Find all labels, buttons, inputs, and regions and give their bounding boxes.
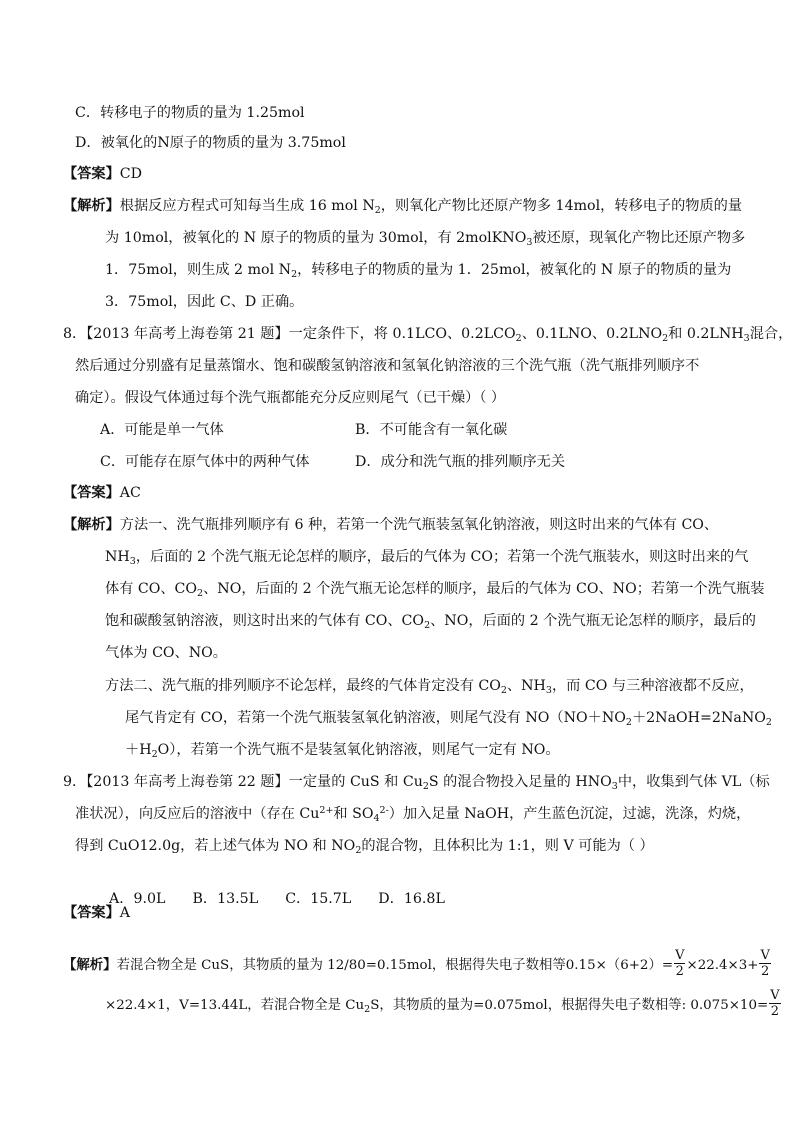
q7-analysis-line-4: 3．75mol，因此 C、D 正确。 <box>105 294 304 310</box>
q9-options: A．9.0L B．13.5L C．15.7L D．16.8L <box>109 891 445 907</box>
q8-analysis-line-4: 饱和碳酸氢钠溶液，则这时出来的气体有 CO、$CO_2$、NO，后面的 2 个洗气瓶无论怎样的顺序，最后的 <box>105 613 756 631</box>
q8-method2-line-3: $+H_2O$），若第一个洗气瓶不是装氢氧化钠溶液，则尾气一定有 NO。 <box>125 742 560 760</box>
answer-value: A <box>119 905 131 921</box>
q7-analysis-line-3: 1．75mol，则生成 2 mol $N_2$，转移电子的物质的量为 1．25mol，被氧化的 N 原子的物质的量为 <box>105 262 732 280</box>
analysis-label: 【解析】 <box>63 517 120 533</box>
q9-stem-line-3: 得到 CuO12.0g，若上述气体为 NO 和 $NO_2$的混合物，且体积比为 1:1，则 V 可能为（ ） <box>75 838 654 856</box>
q9-stem-line-2: 准状况），向反应后的溶液中（存在 $Cu^{2+}$和 $SO_4^{2-}$）加入足量 NaOH，产生蓝色沉淀，过滤，洗涤，灼烧， <box>75 805 751 824</box>
q8-stem-line-2: 然后通过分别盛有足量蒸馏水、饱和碳酸氢钠溶液和氢氧化钠溶液的三个洗气瓶（洗气瓶排列顺序不 <box>75 358 700 374</box>
q8-option-b: B．不可能含有一氧化碳 <box>355 422 508 438</box>
q8-option-c: C．可能存在原气体中的两种气体 <box>100 454 310 470</box>
analysis-label: 【解析】 <box>63 957 117 973</box>
q8-method2-line-2: 尾气肯定有 CO，若第一个洗气瓶装氢氧化钠溶液，则尾气没有 $NO(NO+NO_2+2NaOH=2NaNO_2$ <box>125 710 772 728</box>
q8-option-d: D．成分和洗气瓶的排列顺序无关 <box>355 454 566 470</box>
answer-value: AC <box>119 485 141 501</box>
fraction-v-over-2: $\frac{V}{2}$ <box>675 948 685 979</box>
analysis-label: 【解析】 <box>63 198 120 214</box>
answer-value: CD <box>119 166 142 182</box>
q8-answer <box>63 484 141 502</box>
q9-answer <box>63 904 130 922</box>
q7-option-d: D．被氧化的N原子的物质的量为 3.75mol <box>75 135 346 151</box>
q7-analysis-line-1: 【解析】根据反应方程式可知每当生成 16 mol $N_2$，则氧化产物比还原产物多 14mol，转移电子的物质的量 <box>63 198 743 216</box>
q8-method2-line-1: 方法二、洗气瓶的排列顺序不论怎样，最终的气体肯定没有 $CO_2$、$NH_3$，而 CO 与三种溶液都不反应， <box>105 678 754 696</box>
answer-label: 【答案】 <box>63 485 120 501</box>
q8-analysis-line-1: 【解析】方法一、洗气瓶排列顺序有 6 种，若第一个洗气瓶装氢氧化钠溶液，则这时出来的气体有 CO、 <box>63 517 719 533</box>
q8-analysis-line-2: $NH_3$，后面的 2 个洗气瓶无论怎样的顺序，最后的气体为 CO；若第一个洗气瓶装水，则这时出来的气 <box>105 549 749 567</box>
q7-option-c: C．转移电子的物质的量为 1.25mol <box>75 105 305 121</box>
q8-stem-line-1: 8．【2013 年高考上海卷第 21 题】一定条件下，将 0.1LCO、$0.2LCO_2$、0.1LNO、$0.2LNO_2$和 $0.2LNH_3$混合， <box>63 326 793 344</box>
q8-option-a: A．可能是单一气体 <box>100 422 224 438</box>
q7-answer <box>63 165 142 183</box>
q8-stem-line-3: 确定）。假设气体通过每个洗气瓶都能充分反应则尾气（已干燥）（ ） <box>75 390 506 406</box>
fraction-v-over-2: $\frac{V}{2}$ <box>760 948 770 979</box>
q8-analysis-line-3: 体有 CO、$CO_2$、NO，后面的 2 个洗气瓶无论怎样的顺序，最后的气体为 CO、NO；若第一个洗气瓶装 <box>105 581 765 599</box>
answer-label: 【答案】 <box>63 166 120 182</box>
q9-analysis-line-1: 【解析】若混合物全是 CuS，其物质的量为 12/80=0.15mol，根据得失电子数相等0.15×（6+2）= $\frac{V}{2}$ ×22.4×3+ $\frac{V}{2}$ <box>63 948 770 979</box>
fraction-v-over-2: $\frac{V}{2}$ <box>770 988 780 1019</box>
answer-label: 【答案】 <box>63 905 120 921</box>
q8-analysis-line-5: 气体为 CO、NO。 <box>105 645 227 661</box>
q7-analysis-line-2: 为 10mol，被氧化的 N 原子的物质的量为 30mol，有 2molKNO$_3$被还原，现氧化产物比还原产物多 <box>105 230 746 248</box>
q9-analysis-line-2: ×22.4×1，V=13.44L，若混合物全是 $Cu_2S$，其物质的量为=0.075mol，根据得失电子数相等: 0.075×10= $\frac{V}{2}$ <box>105 988 780 1019</box>
q9-stem-line-1: 9．【2013 年高考上海卷第 22 题】一定量的 CuS 和 $Cu_2S$ 的混合物投入足量的 $HNO_3$中，收集到气体 VL（标 <box>63 774 770 792</box>
